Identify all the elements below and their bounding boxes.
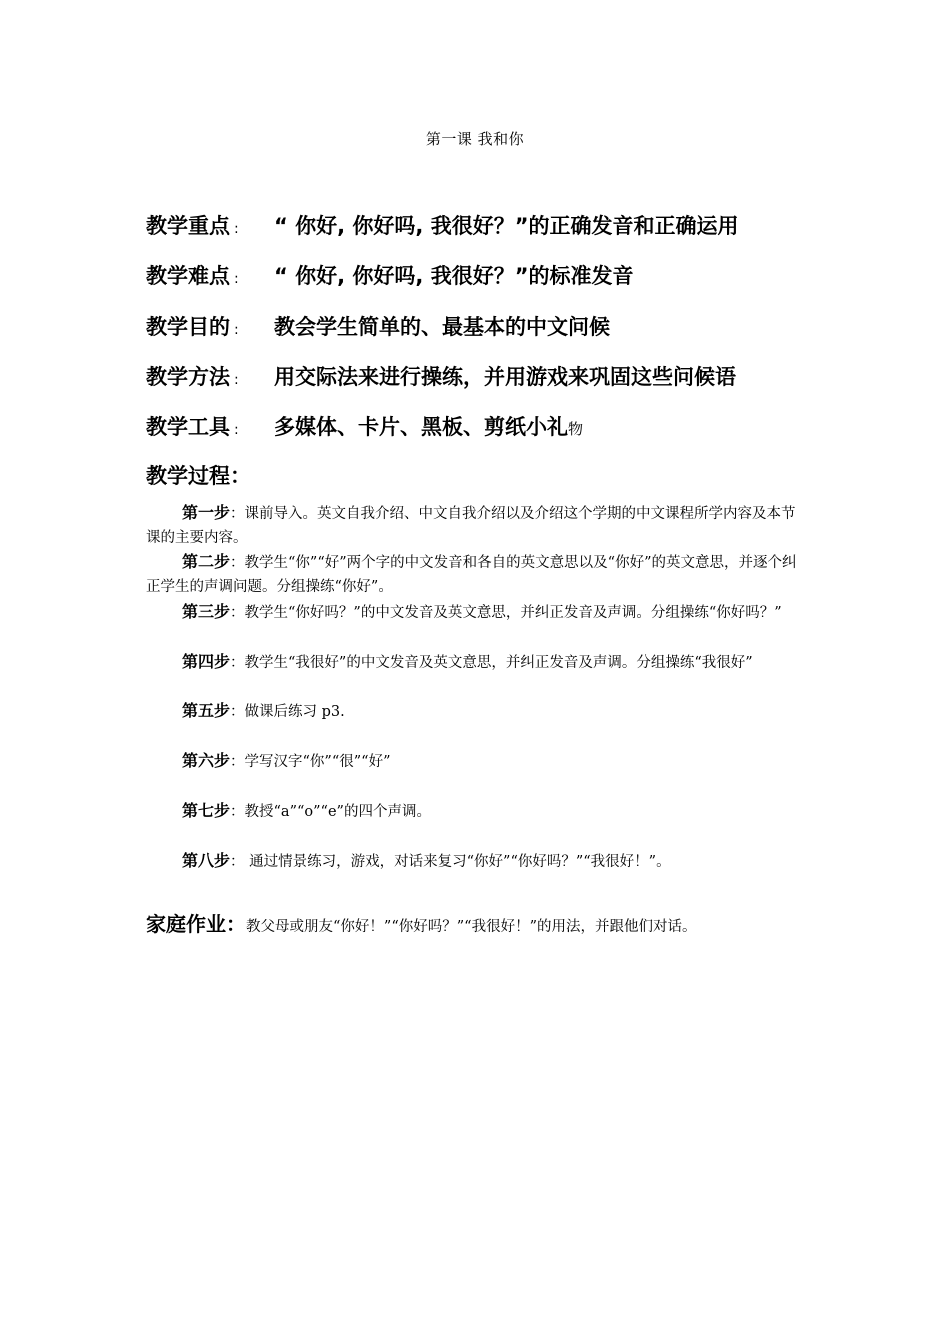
step-2 [146,550,806,599]
step-label: 第七步 [182,801,231,820]
step-5 [146,699,806,724]
step-6 [146,749,806,774]
step-1 [146,501,806,550]
homework-label: 家庭作业： [146,912,246,936]
step-label: 第五步 [182,701,231,720]
step-text: ：做课后练习 p3. [230,704,345,720]
step-text: ：教学生“你好吗？”的中文发音及英文意思，并纠正发音及声调。分组操练“你好吗？” [230,605,782,621]
field-label: 教学难点 [146,264,230,288]
process-heading: 教学过程： [146,464,251,488]
field-colon: : [234,221,239,237]
field-label: 教学重点 [146,214,230,238]
field-label: 教学工具 [146,415,230,439]
step-label: 第三步 [182,602,231,621]
field-method [146,361,736,391]
step-text: ： 通过情景练习，游戏，对话来复习“你好”“你好吗？”“我很好！”。 [230,854,671,870]
field-value: 教会学生简单的、最基本的中文问候 [274,315,610,339]
step-text: ：教授“a”“o”“e”的四个声调。 [230,804,431,820]
field-label: 教学方法 [146,365,230,389]
step-text: ：课前导入。英文自我介绍、中文自我介绍以及介绍这个学期的中文课程所学内容及本节课的主要内容。 [146,506,796,546]
step-label: 第四步 [182,652,231,671]
field-colon: : [234,322,239,338]
step-8 [146,849,806,874]
step-text: ：教学生“你”“好”两个字的中文发音和各自的英文意思以及“你好”的英文意思，并逐个纠正学生的声调问题。分组操练“你好”。 [146,555,797,595]
field-value: “ 你好, 你好吗, 我很好？”的正确发音和正确运用 [274,214,739,238]
field-difficulty [146,260,634,290]
step-7 [146,799,806,824]
homework-text: 教父母或朋友“你好！”“你好吗？”“我很好！”的用法，并跟他们对话。 [246,919,697,935]
step-label: 第二步 [182,552,231,571]
lesson-title: 第一课 我和你 [425,130,525,148]
step-label: 第六步 [182,751,231,770]
field-colon: : [234,422,239,438]
field-tools [146,411,583,441]
field-focus [146,210,739,240]
field-colon: : [234,271,239,287]
step-text: ：学写汉字“你”“很”“好” [230,754,391,770]
homework [146,908,696,937]
step-label: 第八步 [182,851,231,870]
step-text: ：教学生“我很好”的中文发音及英文意思，并纠正发音及声调。分组操练“我很好” [230,655,753,671]
field-colon: : [234,372,239,388]
field-value: “ 你好, 你好吗, 我很好？”的标准发音 [274,264,634,288]
field-goal [146,311,610,341]
step-3 [146,600,806,625]
field-value-tail: 物 [568,420,584,438]
field-value: 用交际法来进行操练，并用游戏来巩固这些问候语 [274,365,736,389]
field-value: 多媒体、卡片、黑板、剪纸小礼 [274,415,568,439]
field-label: 教学目的 [146,315,230,339]
step-label: 第一步 [182,503,231,522]
step-4 [146,650,806,675]
